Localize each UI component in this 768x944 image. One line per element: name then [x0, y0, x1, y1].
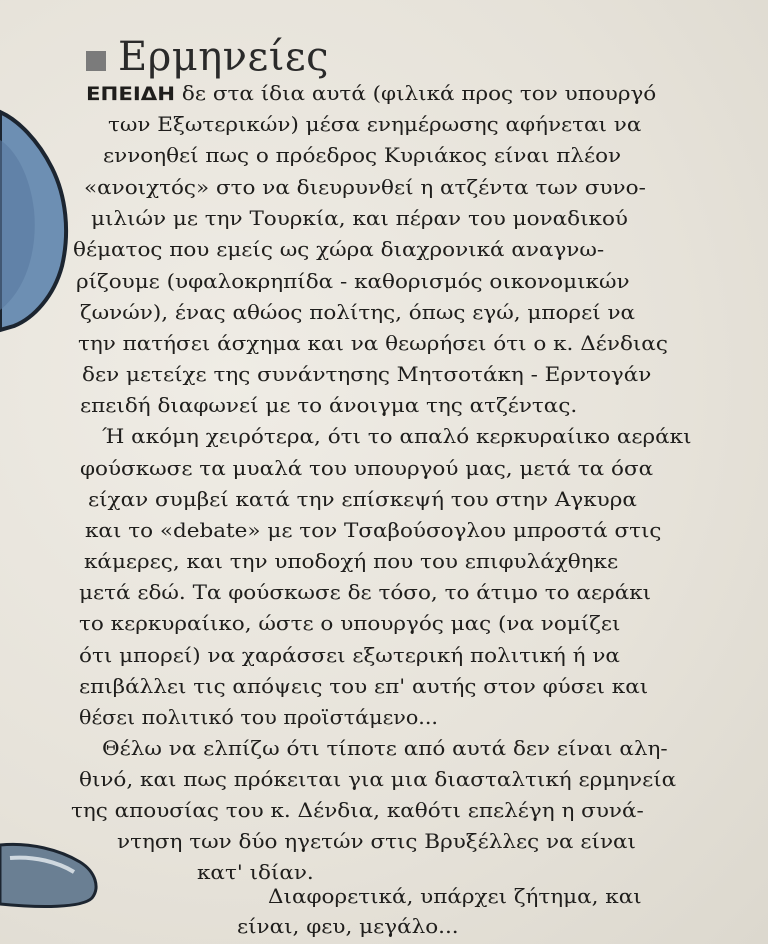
article-line — [85, 519, 661, 543]
article-line — [78, 332, 668, 356]
line-text: ότι μπορεί) να χαράσσει εξωτερική πολιτική ή να — [79, 644, 620, 667]
page-title: Ερμηνείες — [118, 34, 330, 80]
line-text: κάμερες, και την υποδοχή που του επιφυλάχθηκε — [84, 550, 619, 573]
article-line — [79, 644, 620, 668]
line-text: την πατήσει άσχημα και να θεωρήσει ότι ο κ. Δένδιας — [78, 332, 668, 355]
article-line — [80, 394, 577, 418]
line-text: εννοηθεί πως ο πρόεδρος Κυριάκος είναι πλέον — [103, 144, 622, 167]
line-text: ντηση των δύο ηγετών στις Βρυξέλλες να είναι — [117, 830, 636, 853]
line-text: μιλιών με την Τουρκία, και πέραν του μοναδικού — [91, 207, 628, 230]
cartoon-shoe — [0, 844, 96, 906]
line-text: και το «debate» με τον Τσαβούσογλου μπροστά στις — [85, 519, 662, 542]
lead-word: ΕΠΕΙΔΗ — [86, 83, 176, 105]
section-header — [86, 34, 329, 80]
line-text: Ή ακόμη χειρότερα, ότι το απαλό κερκυραίικο αεράκι — [102, 425, 692, 448]
line-text: ρίζουμε (υφαλοκρηπίδα - καθορισμός οικονομικών — [76, 270, 630, 293]
article-line — [79, 581, 651, 605]
article-line — [117, 830, 636, 854]
line-text: της απουσίας του κ. Δένδια, καθότι επελέγη η συνά- — [71, 799, 644, 822]
article-line — [91, 207, 628, 231]
article-line — [79, 706, 438, 730]
line-text: θέσει πολιτικό του προϊστάμενο... — [79, 706, 439, 729]
line-text: Διαφορετικά, υπάρχει ζήτημα, και — [268, 885, 642, 908]
line-text: Θέλω να ελπίζω ότι τίποτε από αυτά δεν είναι αλη- — [102, 737, 668, 760]
article-line — [79, 675, 648, 699]
article-line — [84, 176, 646, 200]
line-text: θινό, και πως πρόκειται για μια διασταλτική ερμηνεία — [79, 768, 677, 791]
line-text: «ανοιχτός» στο να διευρυνθεί η ατζέντα των συνο- — [84, 176, 646, 199]
line-text: επειδή διαφωνεί με το άνοιγμα της ατζέντας. — [80, 394, 578, 417]
article-line — [237, 915, 459, 939]
line-text: είχαν συμβεί κατά την επίσκεψή του στην Αγκυρα — [88, 488, 637, 511]
article-line — [197, 861, 314, 885]
line-text: δεν μετείχε της συνάντησης Μητσοτάκη - Ερντογάν — [82, 363, 652, 386]
article-line — [79, 768, 676, 792]
square-icon — [86, 51, 106, 71]
article-line — [73, 238, 604, 262]
article-line — [80, 301, 635, 325]
article-line — [108, 113, 641, 137]
article-line — [88, 488, 637, 512]
article-line — [102, 737, 668, 761]
line-text: ζωνών), ένας αθώος πολίτης, όπως εγώ, μπορεί να — [80, 301, 636, 324]
line-text: των Εξωτερικών) μέσα ενημέρωσης αφήνεται να — [108, 113, 642, 136]
article-line — [71, 799, 644, 823]
line-text: δε στα ίδια αυτά (φιλικά προς τον υπουργό — [175, 82, 657, 105]
line-text: είναι, φευ, μεγάλο... — [237, 915, 459, 938]
line-text: μετά εδώ. Τα φούσκωσε δε τόσο, το άτιμο το αεράκι — [79, 581, 652, 604]
line-text: κατ' ιδίαν. — [197, 861, 314, 884]
article-line — [84, 550, 618, 574]
line-text: το κερκυραίικο, ώστε ο υπουργός μας (να νομίζει — [79, 612, 621, 635]
article-line — [82, 363, 651, 387]
article-line — [79, 612, 620, 636]
article-line — [103, 144, 621, 168]
line-text: επιβάλλει τις απόψεις του επ' αυτής στον φύσει και — [79, 675, 649, 698]
article-line — [102, 425, 692, 449]
article-line — [76, 270, 630, 294]
article-line — [268, 885, 642, 909]
line-text: φούσκωσε τα μυαλά του υπουργού μας, μετά τα όσα — [80, 457, 654, 480]
article-line — [80, 457, 653, 481]
line-text: θέματος που εμείς ως χώρα διαχρονικά αναγνω- — [73, 238, 605, 261]
article-line — [86, 82, 656, 106]
